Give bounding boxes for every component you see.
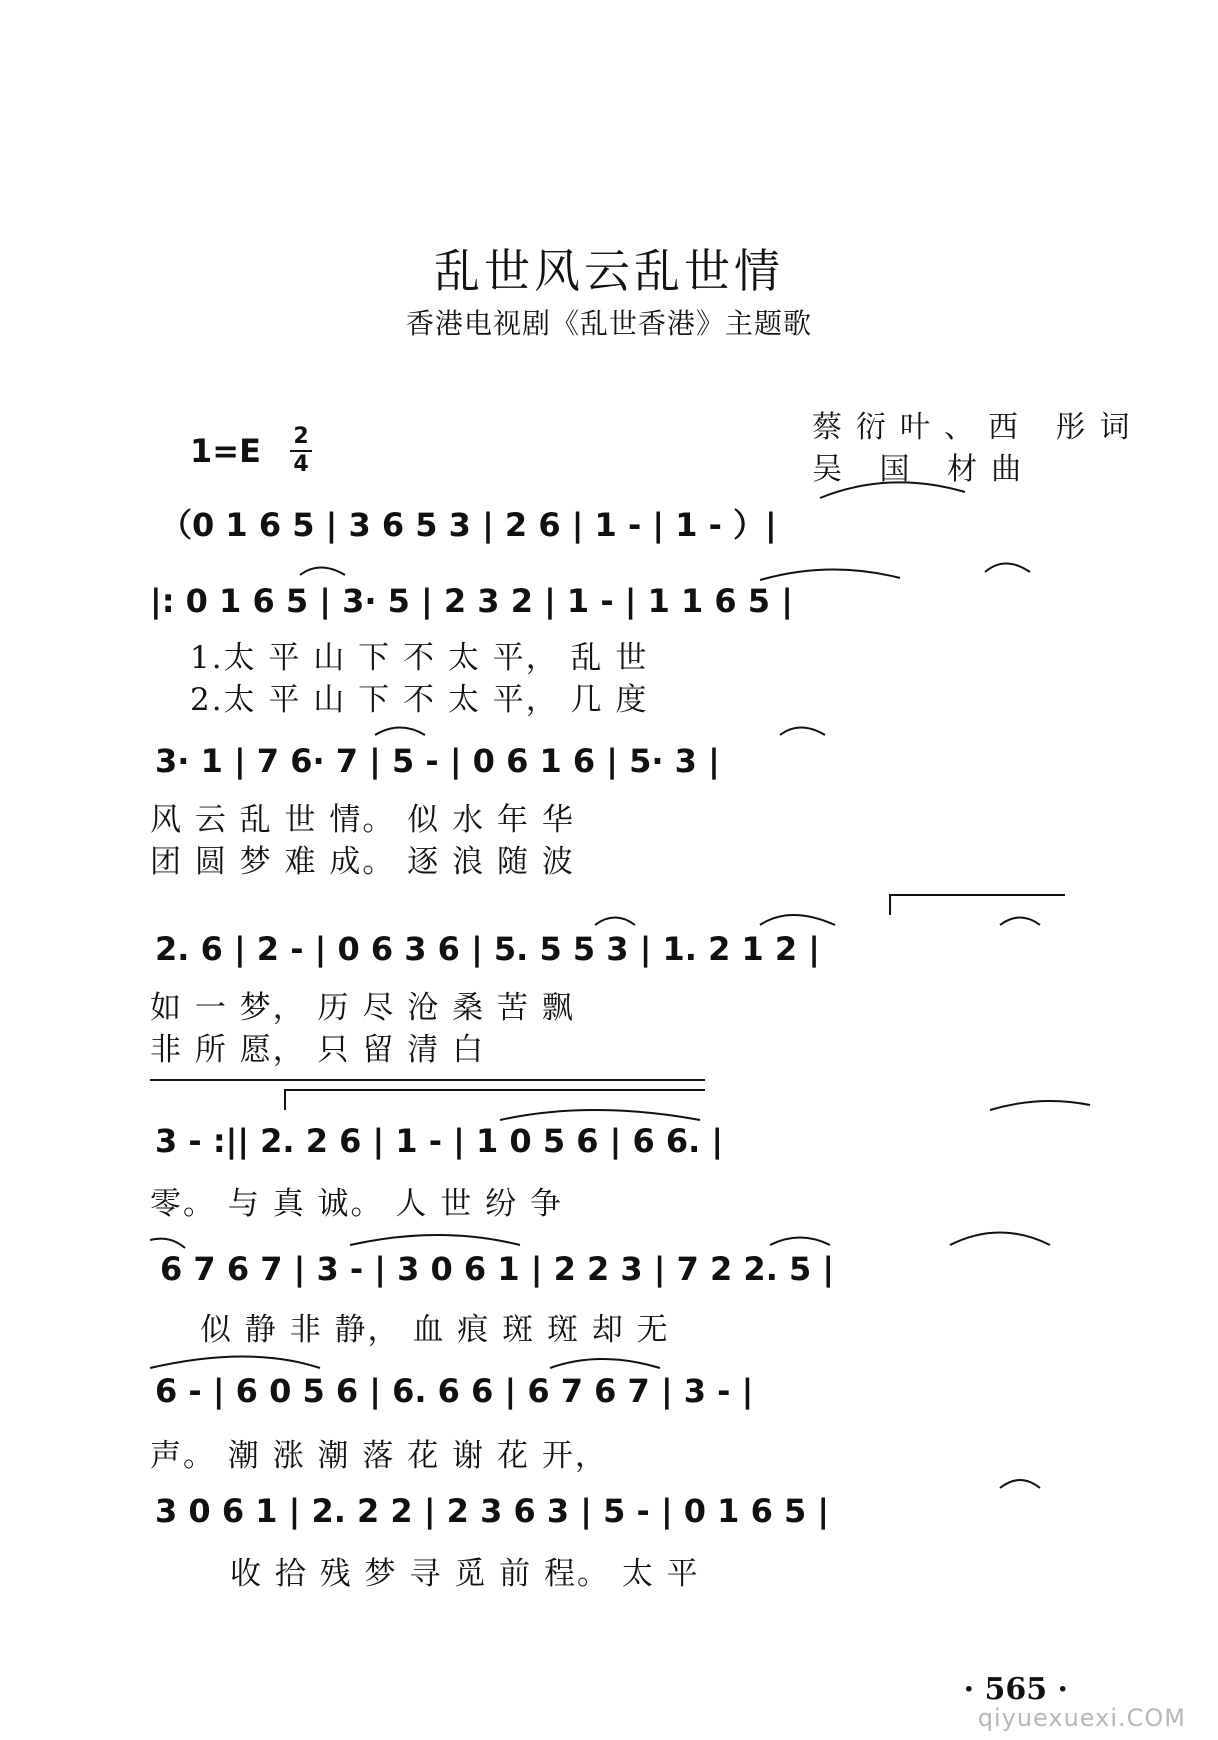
page-number: · 565 · bbox=[963, 1672, 1068, 1707]
staff-line-3: 3· 1 | 7 6· 7 | 5 - | 0 6 1 6 | 5· 3 | bbox=[155, 742, 720, 780]
lyricist-credit: 蔡衍叶、西 彤词 bbox=[812, 410, 1144, 445]
watermark: qiyuexuexi.COM bbox=[977, 1704, 1186, 1732]
tie-arc bbox=[1000, 918, 1040, 926]
song-subtitle: 香港电视剧《乱世香港》主题歌 bbox=[405, 307, 812, 340]
lyric-line-2-verse-2: 2.太 平 山 下 不 太 平， 几 度 bbox=[190, 682, 649, 718]
staff-line-5: 3 - :|| 2. 2 6 | 1 - | 1 0 5 6 | 6 6. | bbox=[155, 1122, 724, 1160]
volta-2-bracket bbox=[285, 1090, 705, 1110]
tie-arc bbox=[760, 915, 835, 925]
tie-arc bbox=[950, 1233, 1050, 1246]
tie-arc bbox=[760, 569, 900, 580]
tie-arc bbox=[150, 1357, 320, 1369]
staff-line-4: 2. 6 | 2 - | 0 6 3 6 | 5. 5 5 3 | 1. 2 1 2 | bbox=[155, 930, 820, 968]
lyric-line-8: 收 拾 残 梦 寻 觅 前 程。 太 平 bbox=[230, 1556, 700, 1592]
lyric-line-4-verse-1: 如 一 梦， 历 尽 沧 桑 苦 飘 bbox=[150, 990, 575, 1026]
staff-line-1: （0 1 6 5 | 3 6 5 3 | 2 6 | 1 - | 1 - ）| bbox=[160, 506, 777, 544]
lyric-line-5: 零。 与 真 诚。 人 世 纷 争 bbox=[150, 1186, 563, 1222]
time-signature-top: 2 bbox=[293, 424, 309, 449]
tie-arc bbox=[500, 1110, 700, 1120]
tie-arc bbox=[780, 728, 825, 736]
time-signature-bottom: 4 bbox=[293, 452, 309, 477]
tie-arc bbox=[990, 1101, 1090, 1110]
song-title: 乱世风云乱世情 bbox=[434, 244, 784, 298]
staff-line-6: 6 7 6 7 | 3 - | 3 0 6 1 | 2 2 3 | 7 2 2. 5 | bbox=[160, 1250, 835, 1288]
tie-arc bbox=[150, 1239, 185, 1248]
tie-arc bbox=[300, 568, 345, 576]
lyric-line-4-verse-2: 非 所 愿， 只 留 清 白 bbox=[150, 1032, 486, 1068]
tie-arc bbox=[820, 482, 965, 498]
composer-credit: 吴 国 材曲 bbox=[812, 452, 1036, 487]
tie-arc bbox=[985, 564, 1030, 573]
tie-arc bbox=[350, 1235, 520, 1245]
staff-line-8: 3 0 6 1 | 2. 2 2 | 2 3 6 3 | 5 - | 0 1 6 5 | bbox=[155, 1492, 830, 1530]
lyric-line-7: 声。 潮 涨 潮 落 花 谢 花 开， bbox=[150, 1438, 608, 1474]
lyric-line-2-verse-1: 1.太 平 山 下 不 太 平， 乱 世 bbox=[190, 640, 649, 676]
tie-arc bbox=[595, 918, 635, 926]
tie-arc bbox=[1000, 1480, 1040, 1488]
lyric-line-3-verse-2: 团 圆 梦 难 成。 逐 浪 随 波 bbox=[150, 844, 575, 880]
tie-arc bbox=[770, 1238, 830, 1246]
volta-1-bracket bbox=[890, 895, 1065, 915]
tie-arc bbox=[375, 728, 425, 736]
lyric-line-6: 似 静 非 静， 血 痕 斑 斑 却 无 bbox=[200, 1312, 670, 1348]
key-signature: 1=E bbox=[190, 432, 261, 470]
lyric-line-3-verse-1: 风 云 乱 世 情。 似 水 年 华 bbox=[150, 802, 575, 838]
tie-arc bbox=[550, 1359, 660, 1368]
staff-line-7: 6 - | 6 0 5 6 | 6. 6 6 | 6 7 6 7 | 3 - | bbox=[155, 1372, 754, 1410]
staff-line-2: |: 0 1 6 5 | 3· 5 | 2 3 2 | 1 - | 1 1 6 5 | bbox=[150, 582, 793, 620]
